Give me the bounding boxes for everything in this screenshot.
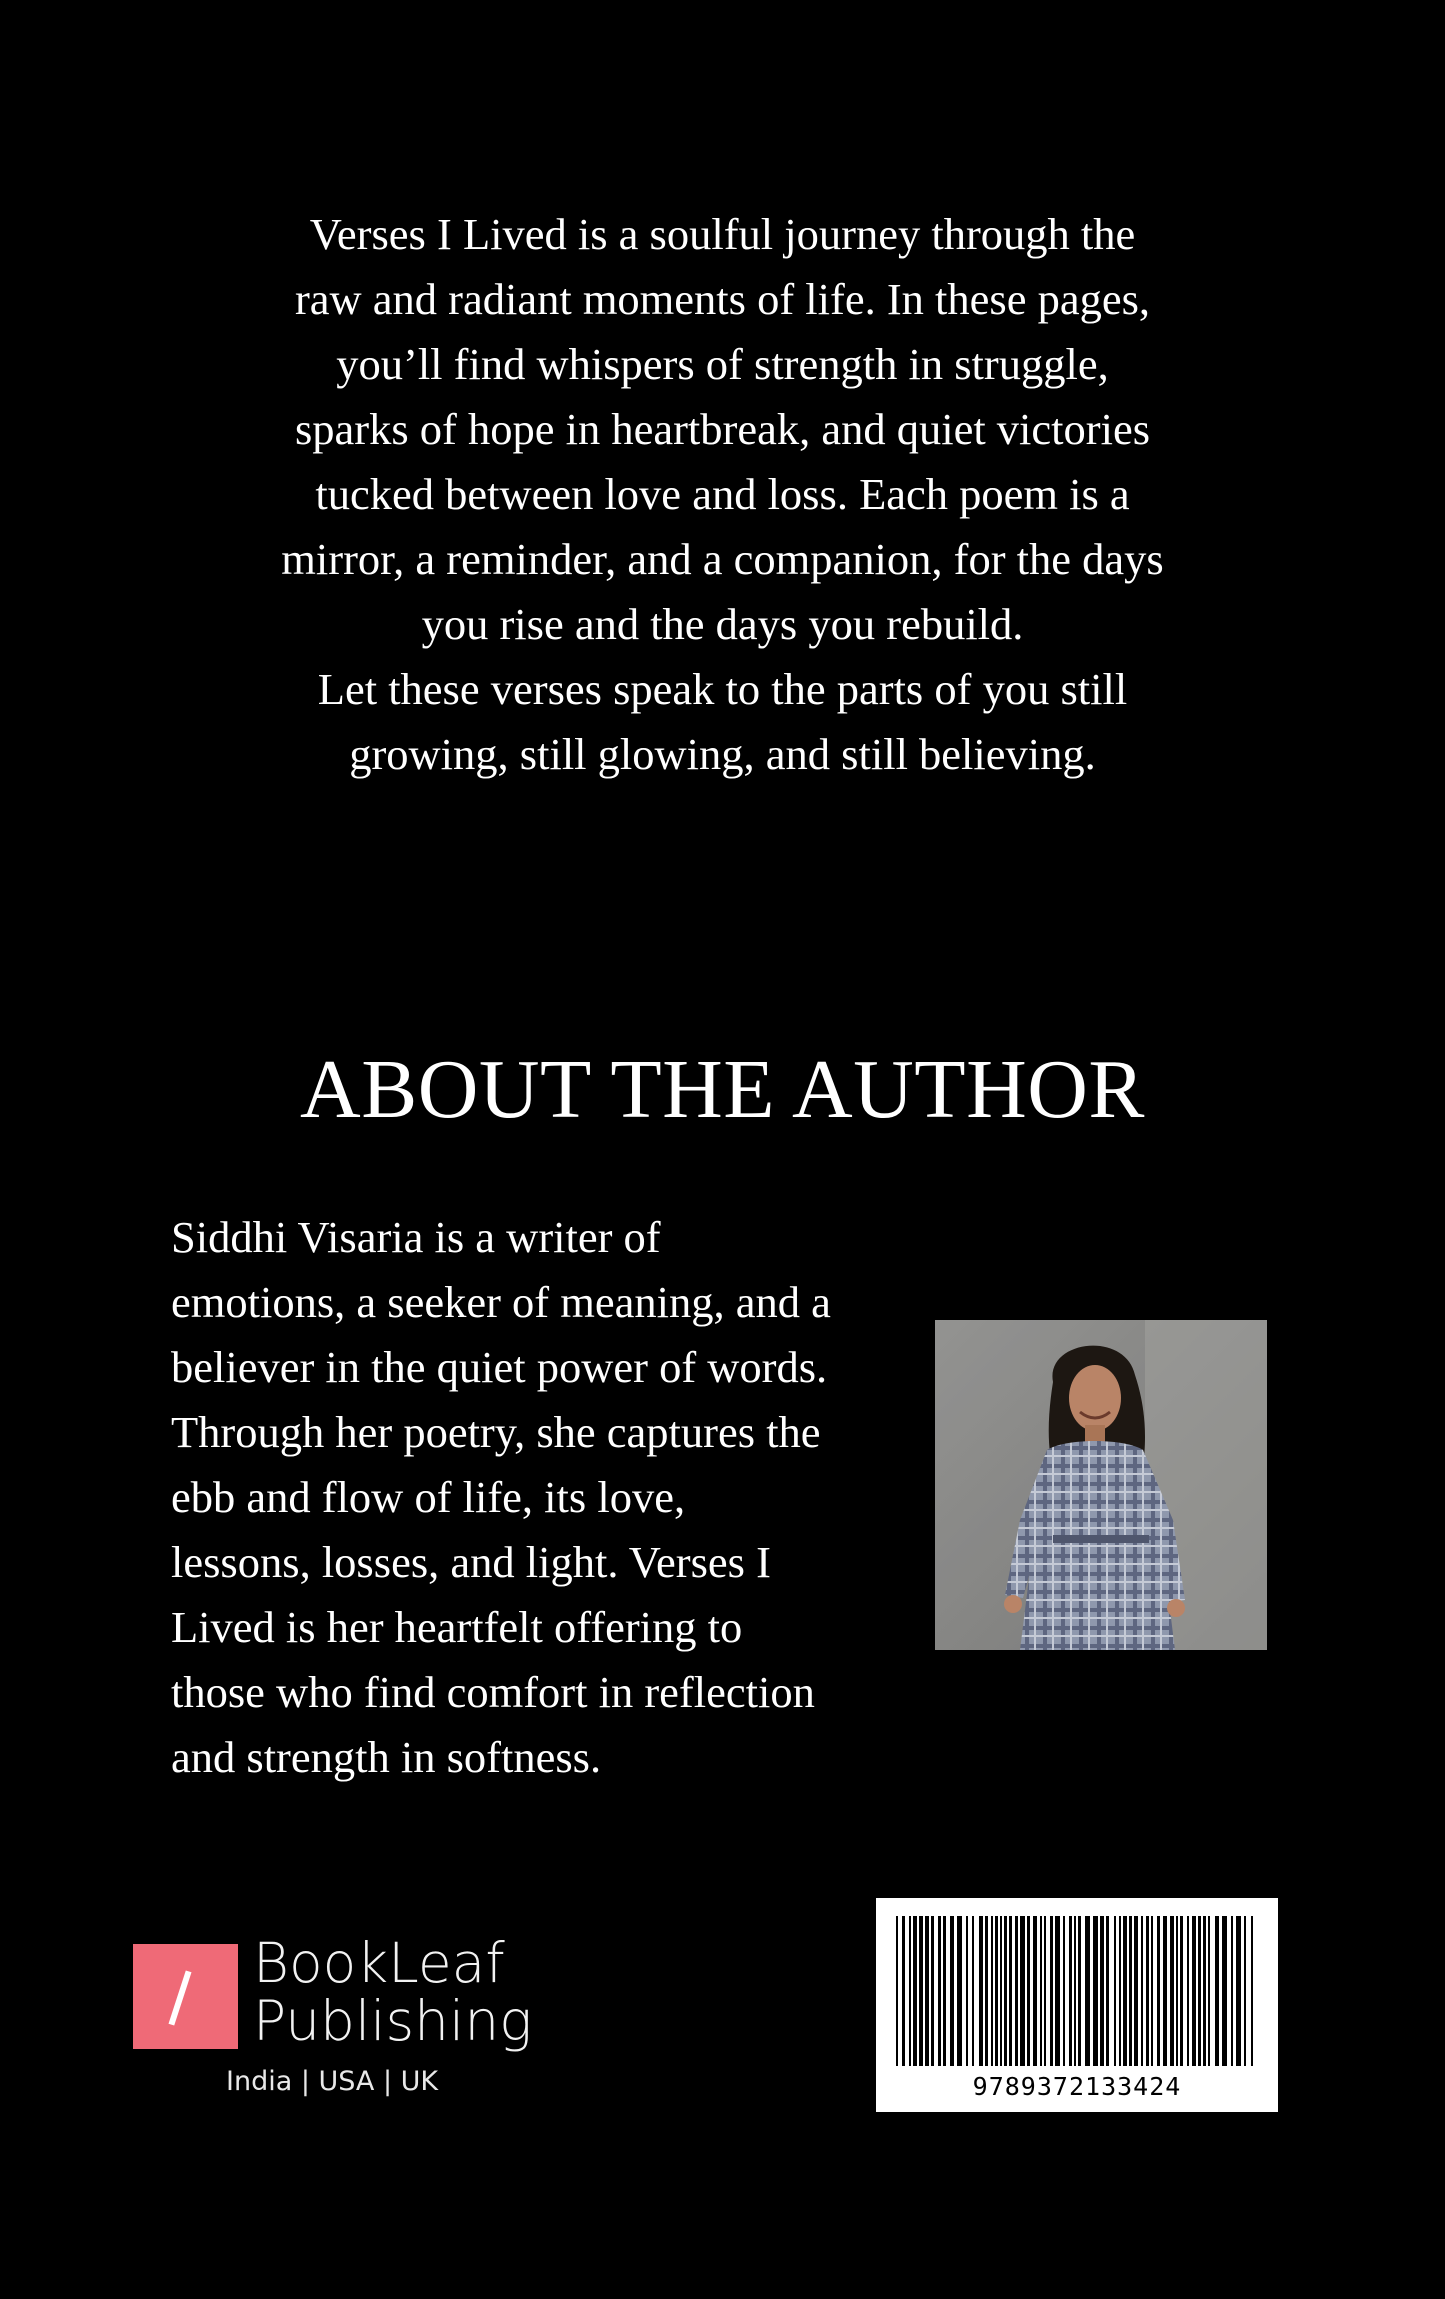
barcode-bar	[1157, 1916, 1160, 2066]
barcode-bar	[1180, 1916, 1183, 2066]
publisher-name-line2: Publishing	[253, 1989, 533, 2053]
barcode-bar	[919, 1916, 923, 2066]
barcode-bar	[1009, 1916, 1012, 2066]
barcode-bar	[1244, 1916, 1246, 2066]
barcode-bar	[1100, 1916, 1104, 2066]
barcode-bar	[1085, 1916, 1090, 2066]
author-bio	[171, 1205, 931, 1790]
barcode-bar	[1176, 1916, 1178, 2066]
barcode-bar	[909, 1916, 911, 2066]
barcode-bar	[1129, 1916, 1132, 2066]
barcode-bar	[1093, 1916, 1098, 2066]
barcode-bar	[1033, 1916, 1037, 2066]
publisher-logo-mark	[133, 1944, 238, 2049]
barcode-bar	[1146, 1916, 1149, 2066]
publisher-regions: India | USA | UK	[226, 2066, 439, 2097]
barcode-bar	[995, 1916, 998, 2066]
barcode-bar	[1015, 1916, 1018, 2066]
isbn-barcode	[876, 1898, 1278, 2112]
barcode-bar	[1063, 1916, 1065, 2066]
barcode-bar	[931, 1916, 934, 2066]
barcode-bar	[943, 1916, 946, 2066]
barcode-bar	[950, 1916, 954, 2066]
barcode-bar	[1106, 1916, 1109, 2066]
barcode-bar	[957, 1916, 962, 2066]
barcode-bar	[1134, 1916, 1138, 2066]
barcode-bar	[1074, 1916, 1076, 2066]
publisher-name-line1: BookLeaf	[253, 1931, 505, 1995]
barcode-bar	[1055, 1916, 1060, 2066]
publisher-name	[253, 1931, 533, 2053]
blurb-line: Verses I Lived is a soulful journey through the	[309, 209, 1136, 259]
bio-line: and strength in softness.	[171, 1732, 602, 1782]
barcode-bar	[1020, 1916, 1025, 2066]
back-cover-blurb	[200, 202, 1245, 787]
barcode-bar	[1123, 1916, 1127, 2066]
bio-line: ebb and flow of life, its love,	[171, 1472, 686, 1522]
blurb-line: tucked between love and loss. Each poem is a	[315, 469, 1130, 519]
barcode-bar	[972, 1916, 974, 2066]
barcode-bar	[1119, 1916, 1121, 2066]
barcode-bar	[1040, 1916, 1042, 2066]
barcode-bar	[896, 1916, 898, 2066]
barcode-bar	[1027, 1916, 1030, 2066]
barcode-bar	[1187, 1916, 1189, 2066]
author-photo	[935, 1320, 1267, 1650]
bio-line: those who find comfort in reflection	[171, 1667, 815, 1717]
barcode-bar	[938, 1916, 941, 2066]
author-photo-icon	[935, 1320, 1267, 1650]
bio-line: Through her poetry, she captures the	[171, 1407, 821, 1457]
barcode-icon	[894, 1916, 1260, 2066]
blurb-line: Let these verses speak to the parts of you still	[317, 664, 1128, 714]
barcode-bar	[1203, 1916, 1206, 2066]
isbn-number: 9789372133424	[972, 2072, 1182, 2101]
barcode-bar	[1000, 1916, 1002, 2066]
barcode-bar	[1236, 1916, 1241, 2066]
barcode-bar	[1114, 1916, 1116, 2066]
barcode-bar	[1170, 1916, 1174, 2066]
barcode-bar	[925, 1916, 929, 2066]
slash-icon	[168, 1970, 191, 2025]
barcode-bar	[1151, 1916, 1153, 2066]
barcode-bar	[1251, 1916, 1253, 2066]
barcode-bar	[1069, 1916, 1072, 2066]
barcode-bar	[1050, 1916, 1053, 2066]
barcode-bar	[991, 1916, 993, 2066]
bio-line: believer in the quiet power of words.	[171, 1342, 828, 1392]
barcode-bar	[913, 1916, 917, 2066]
bio-line: lessons, losses, and light. Verses I	[171, 1537, 771, 1587]
barcode-bar	[1141, 1916, 1143, 2066]
blurb-line: mirror, a reminder, and a companion, for the days	[281, 534, 1164, 584]
bio-line: Lived is her heartfelt offering to	[171, 1602, 743, 1652]
barcode-bar	[902, 1916, 905, 2066]
bio-line: emotions, a seeker of meaning, and a	[171, 1277, 831, 1327]
barcode-bar	[1231, 1916, 1233, 2066]
barcode-bar	[1222, 1916, 1227, 2066]
barcode-bar	[979, 1916, 983, 2066]
barcode-bar	[1215, 1916, 1219, 2066]
barcode-bar	[966, 1916, 968, 2066]
barcode-bar	[1004, 1916, 1007, 2066]
blurb-line: sparks of hope in heartbreak, and quiet victories	[294, 404, 1151, 454]
barcode-bar	[1044, 1916, 1046, 2066]
blurb-line: you’ll find whispers of strength in struggle,	[336, 339, 1109, 389]
barcode-bar	[985, 1916, 988, 2066]
barcode-bar	[1163, 1916, 1167, 2066]
bio-line: Siddhi Visaria is a writer of	[171, 1212, 661, 1262]
barcode-bar	[1198, 1916, 1201, 2066]
blurb-line: growing, still glowing, and still believing.	[349, 729, 1096, 779]
barcode-bar	[1078, 1916, 1081, 2066]
about-the-author-heading: ABOUT THE AUTHOR	[300, 1043, 1145, 1136]
blurb-line: you rise and the days you rebuild.	[421, 599, 1024, 649]
blurb-line: raw and radiant moments of life. In these pages,	[294, 274, 1151, 324]
barcode-bar	[1192, 1916, 1196, 2066]
barcode-bar	[1208, 1916, 1210, 2066]
